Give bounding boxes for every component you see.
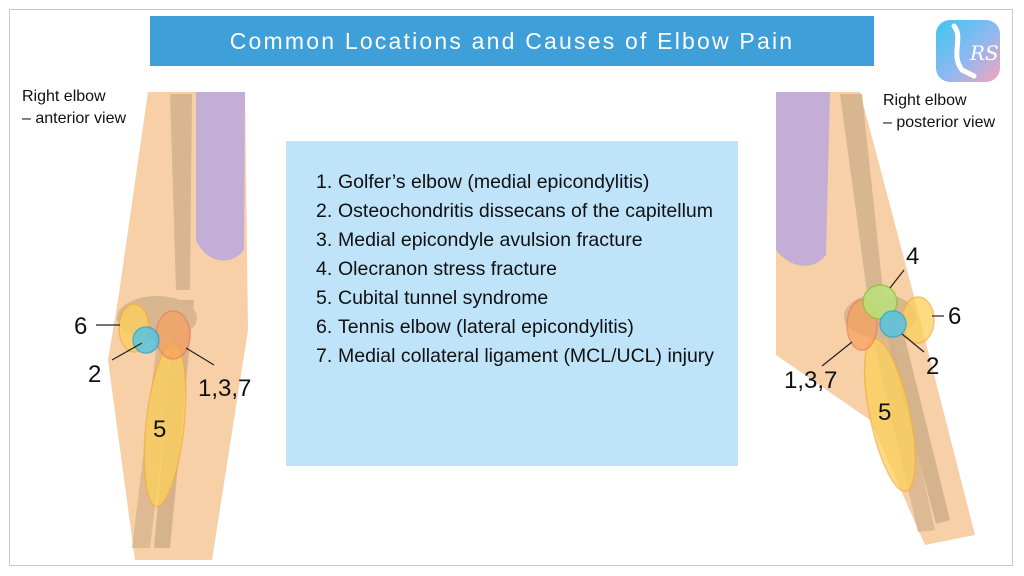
anterior-label-line1: Right elbow [22, 88, 106, 105]
list-item-text: Medial epicondyle avulsion fracture [338, 229, 643, 251]
anterior-label-6: 6 [74, 313, 88, 340]
list-item-text: Osteochondritis dissecans of the capitellum [338, 200, 714, 222]
causes-list [316, 168, 726, 371]
list-item [316, 255, 726, 284]
page-title: Common Locations and Causes of Elbow Pain [229, 27, 795, 54]
posterior-sleeve [776, 92, 830, 266]
posterior-label-line2: – posterior view [883, 114, 996, 131]
list-item-number: 1. [316, 171, 333, 193]
list-item [316, 342, 726, 371]
list-item-number: 3. [316, 229, 333, 251]
posterior-arm [776, 92, 975, 545]
list-item [316, 284, 726, 313]
anterior-zone-2 [133, 327, 159, 353]
list-item [316, 226, 726, 255]
list-item-number: 7. [316, 345, 333, 367]
anterior-sleeve [196, 92, 245, 261]
posterior-label-4: 4 [906, 243, 920, 270]
anterior-zone-137 [156, 311, 190, 359]
list-item-number: 4. [316, 258, 333, 280]
list-item-text: Olecranon stress fracture [338, 258, 557, 280]
posterior-label-137: 1,3,7 [784, 367, 838, 394]
posterior-zone-6 [902, 297, 934, 343]
list-item-text: Medial collateral ligament (MCL/UCL) injury [338, 345, 715, 367]
anterior-label-137: 1,3,7 [198, 375, 252, 402]
logo-text: RS [970, 41, 999, 65]
posterior-label-2: 2 [926, 353, 940, 380]
causes-box [286, 141, 738, 466]
list-item-number: 2. [316, 200, 333, 222]
anterior-label-5: 5 [153, 416, 167, 443]
posterior-label-6: 6 [948, 303, 962, 330]
list-item-number: 6. [316, 316, 333, 338]
list-item [316, 168, 726, 197]
anterior-label-line2: – anterior view [22, 110, 127, 127]
list-item-text: Tennis elbow (lateral epicondylitis) [338, 316, 634, 338]
list-item [316, 197, 726, 226]
list-item-number: 5. [316, 287, 333, 309]
anterior-label-2: 2 [88, 361, 102, 388]
list-item [316, 313, 726, 342]
list-item-text: Cubital tunnel syndrome [338, 287, 549, 309]
list-item-text: Golfer’s elbow (medial epicondylitis) [338, 171, 650, 193]
posterior-label-line1: Right elbow [883, 92, 967, 109]
anterior-arm [74, 92, 251, 560]
posterior-label-5: 5 [878, 399, 892, 426]
posterior-zone-2 [880, 311, 906, 337]
